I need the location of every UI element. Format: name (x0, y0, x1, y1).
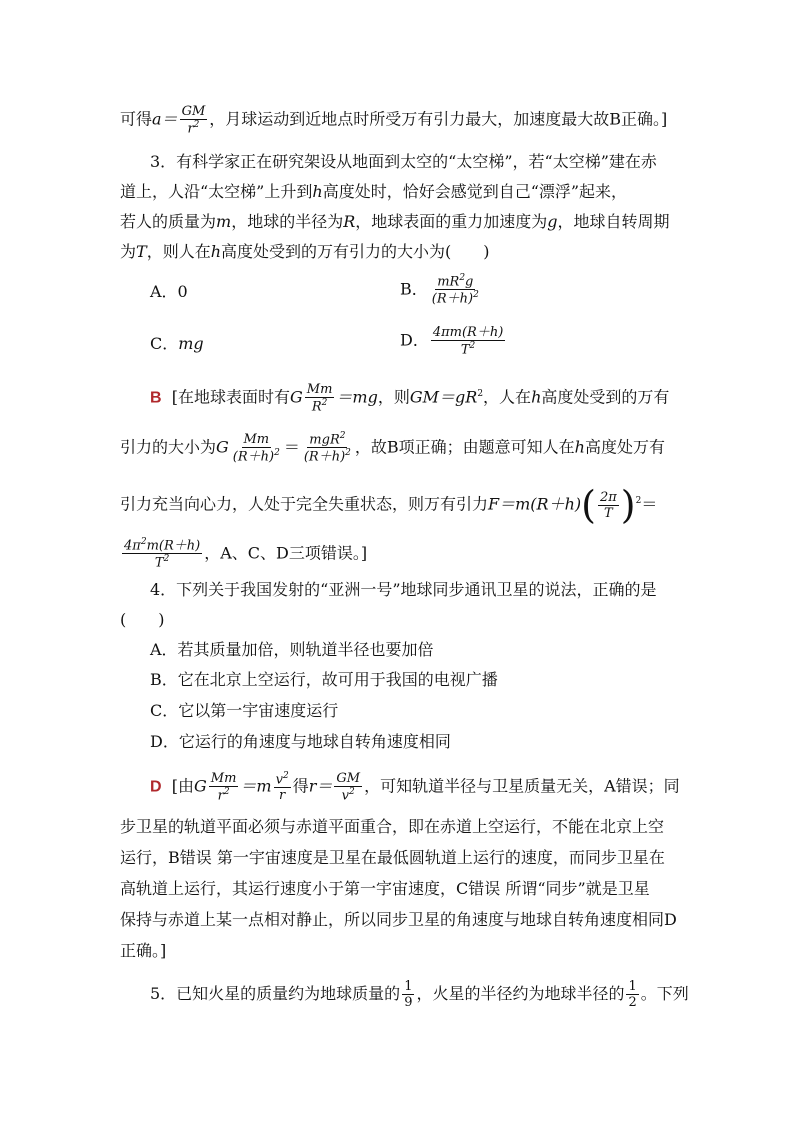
fraction (334, 772, 362, 802)
exponent: 2 (282, 771, 289, 781)
numerator: 4πm(R＋h) (432, 325, 504, 340)
fraction (274, 772, 291, 802)
denominator (302, 448, 353, 463)
text: D．它运行的角速度与地球自转角速度相同 (150, 732, 451, 751)
exponent: 2 (473, 290, 479, 301)
fraction (431, 326, 505, 356)
question-5-line (150, 979, 689, 1010)
text: 高度处受到的万有 (541, 387, 670, 407)
math: GM＝gR (409, 387, 478, 407)
text: 高度处万有 (584, 437, 665, 457)
var: v (341, 788, 350, 804)
exponent: 2 (163, 554, 170, 565)
denominator (216, 787, 232, 802)
text: ，地球自转周期 (557, 212, 670, 231)
text: B．它在北京上空运行，故可用于我国的电视广播 (150, 670, 498, 689)
numerator (274, 772, 291, 788)
math: g (547, 212, 558, 231)
text: C． (150, 334, 179, 353)
question-3-line (150, 150, 675, 174)
numerator: 2π (599, 489, 617, 505)
answer-4-line (150, 771, 680, 804)
text: ，火星的半径约为地球半径的 (416, 984, 625, 1003)
question-4-line (150, 578, 675, 602)
text: 高轨道上运行，其运行速度小于第一宇宙速度，C错误 所谓“同步”就是卫星 (120, 879, 650, 898)
answer-3-line (120, 432, 675, 464)
text: 得 (292, 776, 309, 796)
exponent: 2 (635, 496, 642, 507)
denominator (459, 341, 477, 356)
option-c (150, 332, 204, 356)
text: 运行，B错误 第一宇宙速度是卫星在最低圆轨道上运行的速度，而同步卫星在 (120, 848, 665, 867)
math: F＝m(R＋h) (488, 494, 582, 514)
text: ，地球表面的重力加速度为 (355, 212, 548, 231)
math: G (216, 437, 229, 457)
denominator: 9 (404, 995, 413, 1010)
answer-4-line (120, 939, 675, 963)
math: G (193, 776, 207, 796)
text: ，A、C、D三项错误。] (204, 543, 368, 563)
answer-4-line (120, 846, 675, 870)
numerator: Mm (210, 771, 237, 786)
math: r＝ (308, 776, 333, 796)
text: 步卫星的轨道平面必须与赤道平面重合，即在赤道上空运行，不能在北京上空 (120, 817, 665, 836)
fraction (302, 432, 353, 464)
var: r (187, 121, 194, 137)
fraction (626, 980, 638, 1009)
math: h (531, 387, 542, 407)
var: (R＋h) (303, 449, 346, 465)
math: ＝ (641, 494, 658, 514)
var: r (217, 788, 224, 804)
text: 4．下列关于我国发射的“亚洲一号”地球同步通讯卫星的说法，正确的是 (150, 580, 657, 599)
var: T (460, 342, 470, 358)
math: m (216, 212, 232, 231)
numerator (435, 274, 475, 290)
denominator (231, 448, 282, 463)
fraction (305, 383, 335, 413)
answer-4-line (120, 815, 675, 839)
answer-3-line (150, 382, 675, 413)
math: R (343, 212, 356, 231)
text: B． (400, 279, 428, 299)
answer-letter: D (150, 778, 162, 796)
math: ＝m (240, 776, 272, 796)
answer-3-line (120, 483, 675, 527)
paren: ( (581, 483, 596, 527)
answer-3-line (120, 538, 675, 570)
text: ，故B项正确；由题意可知人在 (354, 437, 575, 457)
fraction (430, 274, 481, 306)
fraction (209, 772, 239, 802)
numerator: Mm (243, 431, 270, 447)
option-d (150, 730, 675, 754)
question-3-line (120, 210, 675, 234)
math: h (574, 437, 585, 457)
var: mR (437, 274, 460, 290)
denominator (153, 554, 171, 569)
option-c (150, 699, 675, 723)
var: g (465, 274, 474, 290)
math: h (210, 242, 222, 261)
math: h (312, 182, 323, 201)
text: 。下列 (640, 984, 689, 1003)
denominator: 2 (628, 995, 637, 1010)
math: a＝ (152, 109, 178, 129)
var: 4π (124, 538, 141, 554)
text: 若人的质量为 (120, 212, 217, 231)
denominator (310, 398, 330, 413)
exponent: 2 (345, 448, 351, 459)
text-line (120, 105, 675, 135)
numerator: 1 (404, 979, 413, 994)
question-3-line (120, 240, 675, 264)
numerator: GM (336, 771, 361, 786)
text: ，月球运动到近地点时所受万有引力最大，加速度最大故B正确。] (209, 109, 668, 129)
answer-4-line (120, 908, 675, 932)
text: C．它以第一宇宙速度运行 (150, 701, 339, 720)
math: T (136, 242, 147, 261)
numerator: GM (181, 104, 206, 119)
fraction (598, 491, 619, 520)
answer-letter: B (150, 389, 162, 407)
text: 保持与赤道上某一点相对静止，所以同步卫星的角速度与地球自转角速度相同D (120, 910, 677, 929)
exponent: 2 (349, 787, 355, 797)
text: A．若其质量加倍，则轨道半径也要加倍 (150, 640, 434, 659)
text: [在地球表面时有 (171, 387, 290, 407)
exponent: 2 (274, 447, 280, 458)
var: v (275, 772, 283, 788)
var: m(R＋h) (146, 538, 201, 554)
text: ( ) (120, 610, 165, 629)
fraction (402, 980, 414, 1009)
option-b (400, 274, 483, 306)
exponent: 2 (193, 120, 200, 130)
numerator: Mm (306, 381, 333, 397)
fraction (180, 105, 208, 135)
numerator: 1 (628, 979, 637, 994)
text: ，地球的半径为 (231, 212, 344, 231)
numerator (307, 432, 347, 448)
denominator (185, 120, 201, 135)
question-4-line (120, 608, 675, 632)
text: 道上，人沿“太空梯”上升到 (120, 182, 313, 201)
option-d (400, 326, 507, 356)
var: (R＋h) (232, 449, 275, 464)
text: 可得 (120, 109, 153, 129)
exponent: 2 (477, 389, 484, 399)
denominator: T (604, 505, 613, 521)
text: D． (400, 330, 429, 350)
denominator: r (279, 788, 286, 804)
text: 高度处受到的万有引力的大小为( ) (221, 242, 490, 261)
text: 引力的大小为 (120, 437, 217, 457)
option-a (150, 638, 675, 662)
text: ，则 (377, 387, 410, 407)
question-3-line (120, 180, 675, 204)
option-a (150, 280, 188, 304)
var: T (154, 555, 164, 571)
answer-4-line (120, 877, 675, 901)
exponent: 2 (140, 537, 147, 547)
text: 正确。] (120, 941, 167, 960)
exponent: 2 (459, 273, 466, 283)
exponent: 2 (223, 787, 230, 797)
math: G (289, 387, 303, 407)
text: A．0 (150, 282, 188, 301)
text: 5．已知火星的质量约为地球质量的 (150, 984, 401, 1003)
fraction (231, 433, 282, 463)
text: ，可知轨道半径与卫星质量无关，A错误；同 (364, 776, 680, 796)
var: mgR (309, 432, 340, 448)
math: ＝mg (336, 387, 378, 407)
math: mg (178, 334, 204, 353)
denominator (340, 787, 357, 802)
exponent: 2 (321, 397, 328, 408)
text: 为 (120, 242, 137, 261)
text: ，人在 (483, 387, 532, 407)
var: (R＋h) (431, 291, 474, 307)
exponent: 2 (339, 431, 346, 441)
fraction (122, 538, 202, 570)
text: [由 (171, 776, 194, 796)
numerator (122, 538, 202, 554)
denominator (430, 290, 481, 305)
math: ＝ (283, 437, 300, 457)
exponent: 2 (469, 341, 476, 351)
text: 高度处时，恰好会感觉到自己“漂浮”起来， (322, 182, 628, 201)
text: 3．有科学家正在研究架设从地面到太空的“太空梯”，若“太空梯”建在赤 (150, 152, 657, 171)
option-b (150, 668, 675, 692)
text: ，则人在 (146, 242, 211, 261)
paren: ) (620, 483, 636, 527)
var: R (311, 399, 322, 414)
text: 引力充当向心力，人处于完全失重状态，则万有引力 (120, 494, 489, 514)
